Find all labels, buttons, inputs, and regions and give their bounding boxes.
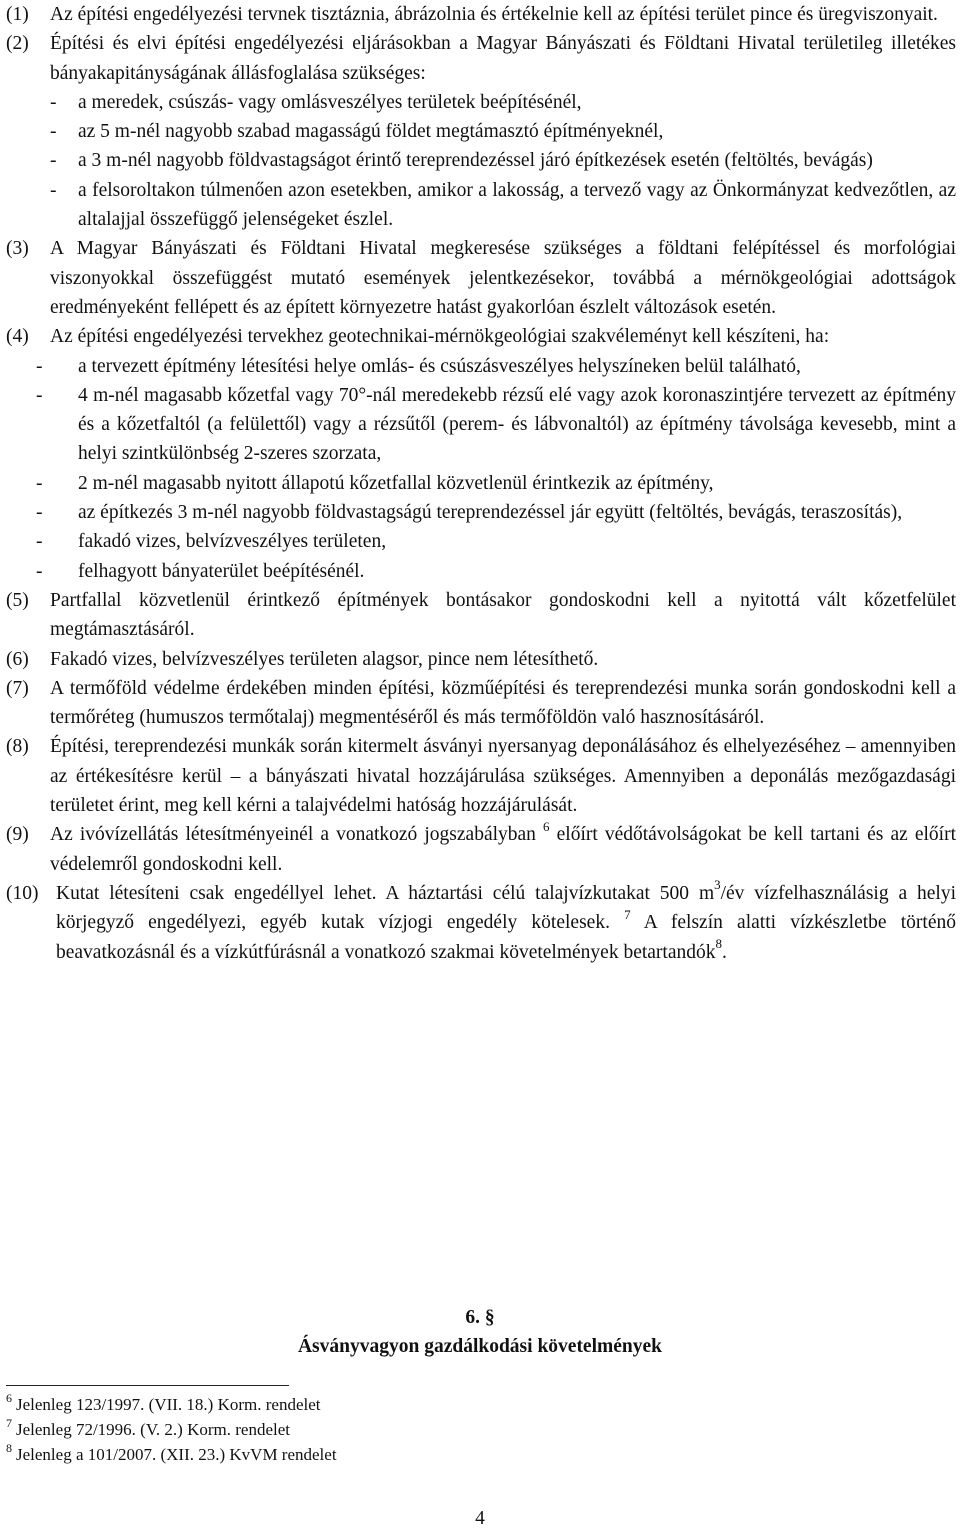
footnote-mark: 6 xyxy=(6,1391,12,1406)
list-item: - a tervezett építmény létesítési helye omlás- és csúszásveszélyes helyszíneken belül található, xyxy=(6,352,956,381)
paragraph-7 xyxy=(6,674,956,733)
paragraph-number: (1) xyxy=(6,4,29,25)
paragraph-8 xyxy=(6,732,956,820)
footnote-divider xyxy=(6,1385,289,1386)
paragraph-10 xyxy=(6,879,956,967)
list-item: - a felsoroltakon túlmenően azon esetekben, amikor a lakosság, a tervező vagy az Önkormányzat kedvezőtlen, az altalajjal összefüggő jelenségeket észlel. xyxy=(50,176,956,235)
paragraph-1 xyxy=(6,0,956,29)
paragraph-4 xyxy=(6,322,956,586)
list-dash: - xyxy=(50,150,57,172)
paragraph-number: (10) xyxy=(6,882,39,904)
footnote-ref: 7 xyxy=(624,906,631,922)
section-sign: § xyxy=(484,1307,495,1328)
paragraph-5 xyxy=(6,586,956,645)
list-dash: - xyxy=(36,384,43,406)
list-dash: - xyxy=(36,355,43,377)
footnotes xyxy=(6,1392,337,1467)
list-item: - 2 m-nél magasabb nyitott állapotú kőzetfallal közvetlenül érintkezik az építmény, xyxy=(6,469,956,498)
list-item: - 4 m-nél magasabb kőzetfal vagy 70°-nál meredekebb rézsű elé vagy azok koronaszintjére tervezett az építmény és a kőzetfaltól (a felülettől) vagy a rézsűtől (perem- és lábvonaltól) az építmény távolsága kevesebb, mint a helyi szintkülönbség 2-szeres szorzata, xyxy=(6,381,956,469)
paragraph-text: Építési, tereprendezési munkák során kitermelt ásványi nyersanyag deponálásához és elhelyezéséhez – amennyiben az értékesítésre kerül – a bányászati hivatal hozzájárulása szükséges. Amennyiben a deponálás mezőgazdasági területet érint, meg kell kérni a talajvédelmi hatóság hozzájárulását. xyxy=(50,736,956,817)
list-item: - fakadó vizes, belvízveszélyes területen, xyxy=(6,527,956,556)
section-heading xyxy=(0,1303,960,1361)
footnote: $^6$ Jelenleg 123/1997. (VII. 18.) Korm. rendelet xyxy=(6,1391,321,1414)
list-item: - felhagyott bányaterület beépítésénél. xyxy=(6,557,956,586)
section-title: Ásványvagyon gazdálkodási követelmények xyxy=(297,1336,663,1357)
list-dash: - xyxy=(36,472,43,494)
paragraph-6 xyxy=(6,645,956,674)
paragraph-text: Az építési engedélyezési tervnek tisztáznia, ábrázolnia és értékelnie kell az építési terület pince és üregviszonyait. xyxy=(50,4,938,25)
list-dash: - xyxy=(50,91,57,113)
list-item: - a meredek, csúszás- vagy omlásveszélyes területek beépítésénél, xyxy=(50,88,956,117)
paragraph-number: (8) xyxy=(6,736,29,758)
list-dash: - xyxy=(36,531,43,553)
paragraph-number: (4) xyxy=(6,326,29,348)
paragraph-text: Építési és elvi építési engedélyezési eljárásokban a Magyar Bányászati és Földtani Hivatal területileg illetékes bányakapitányságának állásfoglalása szükséges: xyxy=(50,33,956,84)
paragraph-3 xyxy=(6,234,956,322)
footnote-ref: 6 xyxy=(543,818,550,834)
list-item: - a 3 m-nél nagyobb földvastagságot érintő tereprendezéssel járó építkezések esetén (feltöltés, bevágás) xyxy=(50,146,956,175)
footnote-mark: 7 xyxy=(6,1416,12,1431)
paragraph-text: Fakadó vizes, belvízveszélyes területen alagsor, pince nem létesíthető. xyxy=(50,648,599,670)
paragraph-number: (9) xyxy=(6,824,29,846)
list-item: - az építkezés 3 m-nél nagyobb földvastagságú tereprendezéssel jár együtt (feltöltés, bevágás, teraszosítás), xyxy=(6,498,956,527)
paragraph-text: A Magyar Bányászati és Földtani Hivatal megkeresése szükséges a földtani felépítéssel és morfológiai viszonyokkal összefüggést mutató események jelentkezésekor, továbbá a mérnökgeológiai adottságok eredményeként fellépett és az épített környezetre hatást gyakorlóan észlelt változások esetén. xyxy=(50,238,956,318)
list-dash: - xyxy=(50,179,57,201)
paragraph-2 xyxy=(6,29,956,234)
paragraph-text: Partfallal közvetlenül érintkező építmények bontásakor gondoskodni kell a nyitottá vált kőzetfelület megtámasztásáról. xyxy=(50,589,956,641)
list-dash: - xyxy=(36,502,43,524)
paragraph-text: A termőföld védelme érdekében minden építési, közműépítési és tereprendezési munka során gondoskodni kell a termőréteg (humuszos termőtalaj) megmentéséről és más termőföldön való hasznosításáról. xyxy=(50,677,956,729)
paragraph-text: Az építési engedélyezési tervekhez geotechnikai-mérnökgeológiai szakvéleményt kell készíteni, ha: xyxy=(50,326,830,348)
list-item: - az 5 m-nél nagyobb szabad magasságú földet megtámasztó építményeknél, xyxy=(50,117,956,146)
section-number: 6. § xyxy=(465,1307,495,1328)
paragraph-text: Kutat létesíteni csak engedéllyel lehet. A háztartási célú talajvízkutakat 500 $m^3/év$ vízfelhasználásig a helyi körjegyző engedélyezi, egyéb kutak vízjogi engedély kötelesek. $^7$ A felszín alatti vízkészletbe történő beavatkozásnál és a vízkútfúrásnál a vonatkozó szakmai követelmények betartandók$^8$. xyxy=(56,877,956,963)
paragraph-number: (5) xyxy=(6,589,29,611)
list-dash: - xyxy=(36,560,43,582)
paragraph-number: (7) xyxy=(6,677,29,699)
paragraph-number: (2) xyxy=(6,33,29,55)
page-number: 4 xyxy=(475,1508,485,1529)
document-body xyxy=(6,0,956,967)
footnote-mark: 8 xyxy=(6,1441,12,1456)
superscript: 3 xyxy=(714,877,721,893)
paragraph-number: (6) xyxy=(6,648,29,670)
list-dash: - xyxy=(50,121,57,143)
footnote-ref: 8 xyxy=(715,936,722,951)
footnote: $^7$ Jelenleg 72/1996. (V. 2.) Korm. rendelet xyxy=(6,1416,290,1439)
paragraph-number: (3) xyxy=(6,238,29,260)
paragraph-text: Az ivóvízellátás létesítményeinél a vonatkozó jogszabályban $^6$ előírt védőtávolságokat be kell tartani és az előírt védelemről gondoskodni kell. xyxy=(50,818,956,875)
paragraph-9 xyxy=(6,820,956,879)
footnote: $^8$ Jelenleg a 101/2007. (XII. 23.) KvVM rendelet xyxy=(6,1441,337,1464)
